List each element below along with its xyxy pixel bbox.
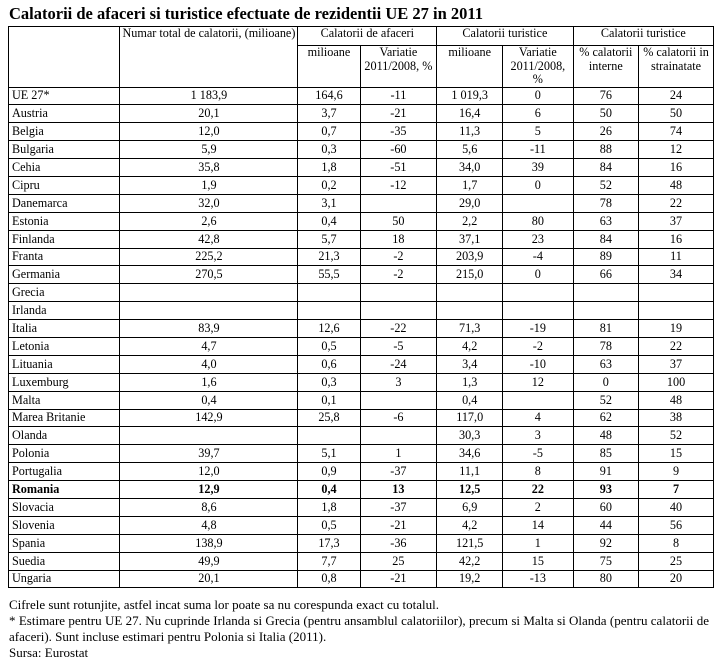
cell-abroad-pct: 50 <box>639 105 714 123</box>
cell-country: Belgia <box>9 123 120 141</box>
cell-abroad-pct: 9 <box>639 463 714 481</box>
cell-country: Malta <box>9 391 120 409</box>
cell-domestic-pct: 63 <box>573 212 638 230</box>
cell-business-variation: -37 <box>360 498 437 516</box>
cell-total: 138,9 <box>120 534 298 552</box>
cell-business-millions: 0,8 <box>298 570 360 588</box>
cell-total <box>120 284 298 302</box>
cell-business-millions: 55,5 <box>298 266 360 284</box>
cell-total: 12,0 <box>120 123 298 141</box>
cell-total: 142,9 <box>120 409 298 427</box>
header-variatie-tourist: Variatie 2011/2008, % <box>503 46 573 88</box>
cell-tourist-millions: 12,5 <box>437 481 503 499</box>
cell-tourist-millions <box>437 284 503 302</box>
cell-domestic-pct: 93 <box>573 481 638 499</box>
cell-tourist-variation: 12 <box>503 373 573 391</box>
header-variatie-business: Variatie 2011/2008, % <box>360 46 437 88</box>
cell-total: 4,8 <box>120 516 298 534</box>
cell-total: 32,0 <box>120 194 298 212</box>
cell-abroad-pct: 38 <box>639 409 714 427</box>
cell-abroad-pct: 12 <box>639 141 714 159</box>
cell-tourist-variation: 4 <box>503 409 573 427</box>
cell-country: Romania <box>9 481 120 499</box>
cell-abroad-pct: 22 <box>639 194 714 212</box>
cell-tourist-variation: 3 <box>503 427 573 445</box>
cell-total: 1,6 <box>120 373 298 391</box>
cell-tourist-variation: 5 <box>503 123 573 141</box>
cell-tourist-variation <box>503 284 573 302</box>
cell-abroad-pct: 8 <box>639 534 714 552</box>
cell-tourist-variation: -13 <box>503 570 573 588</box>
cell-country: UE 27* <box>9 87 120 105</box>
header-strainatate: % calatorii in strainatate <box>639 46 714 88</box>
cell-domestic-pct: 84 <box>573 230 638 248</box>
cell-tourist-variation <box>503 391 573 409</box>
cell-abroad-pct: 20 <box>639 570 714 588</box>
cell-tourist-variation: 2 <box>503 498 573 516</box>
cell-country: Estonia <box>9 212 120 230</box>
cell-business-millions: 164,6 <box>298 87 360 105</box>
cell-total <box>120 302 298 320</box>
table-row <box>9 355 714 373</box>
cell-abroad-pct: 11 <box>639 248 714 266</box>
cell-business-variation: -22 <box>360 320 437 338</box>
cell-domestic-pct: 89 <box>573 248 638 266</box>
cell-country: Grecia <box>9 284 120 302</box>
cell-domestic-pct: 63 <box>573 355 638 373</box>
header-row <box>9 27 714 46</box>
cell-total: 12,0 <box>120 463 298 481</box>
cell-abroad-pct: 25 <box>639 552 714 570</box>
cell-domestic-pct: 52 <box>573 176 638 194</box>
cell-tourist-millions: 4,2 <box>437 337 503 355</box>
cell-domestic-pct: 44 <box>573 516 638 534</box>
cell-country: Cipru <box>9 176 120 194</box>
cell-business-millions: 17,3 <box>298 534 360 552</box>
cell-country: Slovacia <box>9 498 120 516</box>
table-row <box>9 445 714 463</box>
cell-country: Polonia <box>9 445 120 463</box>
cell-business-variation: -51 <box>360 159 437 177</box>
cell-domestic-pct: 84 <box>573 159 638 177</box>
table-row <box>9 284 714 302</box>
cell-business-variation: 13 <box>360 481 437 499</box>
cell-tourist-variation: -19 <box>503 320 573 338</box>
cell-tourist-millions: 4,2 <box>437 516 503 534</box>
cell-tourist-millions: 42,2 <box>437 552 503 570</box>
cell-business-millions: 5,1 <box>298 445 360 463</box>
table-row <box>9 320 714 338</box>
note-estimate: * Estimare pentru UE 27. Nu cuprinde Irlanda si Grecia (pentru ansamblul calatoriilor), precum si Malta si Olanda (pentru calatorii de afaceri). Sunt incluse estimari pentru Polonia si Italia (2011). <box>9 613 709 644</box>
table-row <box>9 498 714 516</box>
cell-business-millions: 0,1 <box>298 391 360 409</box>
table-row <box>9 302 714 320</box>
cell-business-millions: 5,7 <box>298 230 360 248</box>
cell-abroad-pct: 74 <box>639 123 714 141</box>
cell-country: Luxemburg <box>9 373 120 391</box>
cell-tourist-variation: -4 <box>503 248 573 266</box>
cell-business-variation: -5 <box>360 337 437 355</box>
cell-tourist-millions: 34,6 <box>437 445 503 463</box>
cell-country: Italia <box>9 320 120 338</box>
table-row <box>9 141 714 159</box>
cell-tourist-variation: 1 <box>503 534 573 552</box>
cell-business-variation: 1 <box>360 445 437 463</box>
cell-business-variation <box>360 284 437 302</box>
cell-business-variation: 50 <box>360 212 437 230</box>
cell-country: Bulgaria <box>9 141 120 159</box>
cell-domestic-pct: 52 <box>573 391 638 409</box>
cell-total: 39,7 <box>120 445 298 463</box>
cell-domestic-pct: 78 <box>573 194 638 212</box>
note-rounding: Cifrele sunt rotunjite, astfel incat suma lor poate sa nu corespunda exact cu totalul. <box>9 597 439 612</box>
cell-domestic-pct: 81 <box>573 320 638 338</box>
cell-business-variation: -21 <box>360 570 437 588</box>
cell-total: 83,9 <box>120 320 298 338</box>
header-milioane-tourist: milioane <box>437 46 503 88</box>
table-row <box>9 194 714 212</box>
cell-tourist-variation: 14 <box>503 516 573 534</box>
table-row <box>9 552 714 570</box>
cell-business-variation: -21 <box>360 105 437 123</box>
cell-tourist-variation: 15 <box>503 552 573 570</box>
table-row <box>9 391 714 409</box>
cell-business-variation <box>360 302 437 320</box>
table-row <box>9 534 714 552</box>
cell-country: Danemarca <box>9 194 120 212</box>
cell-total: 2,6 <box>120 212 298 230</box>
table-row <box>9 427 714 445</box>
cell-abroad-pct: 40 <box>639 498 714 516</box>
table-row <box>9 409 714 427</box>
cell-tourist-variation: 0 <box>503 176 573 194</box>
cell-tourist-variation: 80 <box>503 212 573 230</box>
cell-total: 20,1 <box>120 105 298 123</box>
cell-tourist-variation: 0 <box>503 266 573 284</box>
cell-abroad-pct: 24 <box>639 87 714 105</box>
note-source: Sursa: Eurostat <box>9 645 89 660</box>
cell-total <box>120 427 298 445</box>
cell-country: Cehia <box>9 159 120 177</box>
cell-tourist-millions: 203,9 <box>437 248 503 266</box>
cell-country: Suedia <box>9 552 120 570</box>
table-row <box>9 176 714 194</box>
header-tourist-group-2: Calatorii turistice <box>573 27 713 46</box>
cell-total: 0,4 <box>120 391 298 409</box>
travel-table <box>8 26 714 588</box>
cell-total: 1 183,9 <box>120 87 298 105</box>
cell-tourist-millions: 19,2 <box>437 570 503 588</box>
cell-tourist-variation: 0 <box>503 87 573 105</box>
table-row <box>9 248 714 266</box>
table-row <box>9 230 714 248</box>
cell-domestic-pct: 92 <box>573 534 638 552</box>
cell-tourist-millions: 3,4 <box>437 355 503 373</box>
cell-business-millions: 0,3 <box>298 373 360 391</box>
cell-abroad-pct: 56 <box>639 516 714 534</box>
cell-business-millions: 0,6 <box>298 355 360 373</box>
cell-tourist-millions: 11,3 <box>437 123 503 141</box>
cell-business-millions: 0,5 <box>298 516 360 534</box>
cell-tourist-millions: 0,4 <box>437 391 503 409</box>
table-row <box>9 463 714 481</box>
cell-business-variation: -21 <box>360 516 437 534</box>
cell-tourist-variation <box>503 194 573 212</box>
cell-business-variation: 3 <box>360 373 437 391</box>
header-empty-cell <box>9 27 120 88</box>
cell-tourist-millions: 1,7 <box>437 176 503 194</box>
cell-business-millions: 0,2 <box>298 176 360 194</box>
cell-abroad-pct: 34 <box>639 266 714 284</box>
header-tourist-group-1: Calatorii turistice <box>437 27 573 46</box>
cell-domestic-pct <box>573 284 638 302</box>
cell-abroad-pct: 48 <box>639 176 714 194</box>
cell-total: 8,6 <box>120 498 298 516</box>
table-row <box>9 266 714 284</box>
cell-country: Finlanda <box>9 230 120 248</box>
header-total: Numar total de calatorii, (milioane) <box>120 27 298 88</box>
cell-domestic-pct: 0 <box>573 373 638 391</box>
cell-business-millions: 1,8 <box>298 498 360 516</box>
cell-country: Ungaria <box>9 570 120 588</box>
cell-business-variation: -6 <box>360 409 437 427</box>
cell-abroad-pct <box>639 302 714 320</box>
table-row <box>9 337 714 355</box>
cell-business-millions: 0,9 <box>298 463 360 481</box>
cell-abroad-pct: 37 <box>639 212 714 230</box>
table-row <box>9 159 714 177</box>
cell-country: Portugalia <box>9 463 120 481</box>
cell-tourist-millions: 121,5 <box>437 534 503 552</box>
cell-total: 270,5 <box>120 266 298 284</box>
cell-tourist-variation: 6 <box>503 105 573 123</box>
cell-business-millions: 25,8 <box>298 409 360 427</box>
cell-abroad-pct: 16 <box>639 159 714 177</box>
cell-domestic-pct: 50 <box>573 105 638 123</box>
table-row <box>9 481 714 499</box>
cell-country: Marea Britanie <box>9 409 120 427</box>
cell-business-variation <box>360 427 437 445</box>
cell-business-variation: -60 <box>360 141 437 159</box>
cell-business-millions: 0,5 <box>298 337 360 355</box>
cell-total: 4,0 <box>120 355 298 373</box>
table-row <box>9 212 714 230</box>
cell-tourist-millions: 6,9 <box>437 498 503 516</box>
cell-business-millions <box>298 284 360 302</box>
cell-tourist-variation: -2 <box>503 337 573 355</box>
cell-tourist-millions: 34,0 <box>437 159 503 177</box>
notes <box>9 597 709 661</box>
cell-abroad-pct <box>639 284 714 302</box>
cell-tourist-millions: 11,1 <box>437 463 503 481</box>
cell-domestic-pct: 80 <box>573 570 638 588</box>
cell-domestic-pct: 78 <box>573 337 638 355</box>
cell-business-millions: 0,3 <box>298 141 360 159</box>
cell-tourist-millions: 71,3 <box>437 320 503 338</box>
cell-business-variation: 18 <box>360 230 437 248</box>
cell-total: 1,9 <box>120 176 298 194</box>
cell-tourist-millions: 5,6 <box>437 141 503 159</box>
table-row <box>9 123 714 141</box>
cell-country: Letonia <box>9 337 120 355</box>
cell-tourist-millions: 1 019,3 <box>437 87 503 105</box>
cell-business-millions: 21,3 <box>298 248 360 266</box>
cell-domestic-pct: 48 <box>573 427 638 445</box>
cell-business-millions: 3,1 <box>298 194 360 212</box>
cell-total: 42,8 <box>120 230 298 248</box>
cell-business-variation: -11 <box>360 87 437 105</box>
cell-business-variation <box>360 194 437 212</box>
cell-abroad-pct: 16 <box>639 230 714 248</box>
cell-domestic-pct: 76 <box>573 87 638 105</box>
cell-business-millions: 0,4 <box>298 481 360 499</box>
cell-business-variation <box>360 391 437 409</box>
cell-tourist-millions: 16,4 <box>437 105 503 123</box>
cell-tourist-millions <box>437 302 503 320</box>
cell-tourist-variation: -10 <box>503 355 573 373</box>
cell-tourist-millions: 30,3 <box>437 427 503 445</box>
cell-country: Lituania <box>9 355 120 373</box>
cell-domestic-pct: 60 <box>573 498 638 516</box>
cell-domestic-pct: 75 <box>573 552 638 570</box>
table-row <box>9 516 714 534</box>
cell-business-millions <box>298 427 360 445</box>
cell-country: Spania <box>9 534 120 552</box>
table-row <box>9 570 714 588</box>
cell-tourist-millions: 215,0 <box>437 266 503 284</box>
cell-tourist-variation: -11 <box>503 141 573 159</box>
cell-tourist-variation: 39 <box>503 159 573 177</box>
cell-total: 225,2 <box>120 248 298 266</box>
header-business-group: Calatorii de afaceri <box>298 27 437 46</box>
cell-total: 49,9 <box>120 552 298 570</box>
table-title: Calatorii de afaceri si turistice efectuate de rezidentii UE 27 in 2011 <box>9 4 483 23</box>
cell-business-variation: 25 <box>360 552 437 570</box>
cell-business-millions: 0,4 <box>298 212 360 230</box>
cell-tourist-variation: 22 <box>503 481 573 499</box>
cell-tourist-variation: 23 <box>503 230 573 248</box>
cell-domestic-pct: 26 <box>573 123 638 141</box>
cell-abroad-pct: 19 <box>639 320 714 338</box>
cell-domestic-pct <box>573 302 638 320</box>
cell-business-millions: 12,6 <box>298 320 360 338</box>
cell-business-variation: -12 <box>360 176 437 194</box>
cell-domestic-pct: 66 <box>573 266 638 284</box>
cell-abroad-pct: 37 <box>639 355 714 373</box>
cell-business-variation: -2 <box>360 248 437 266</box>
cell-tourist-millions: 29,0 <box>437 194 503 212</box>
cell-business-variation: -36 <box>360 534 437 552</box>
cell-total: 4,7 <box>120 337 298 355</box>
cell-business-millions: 0,7 <box>298 123 360 141</box>
cell-total: 5,9 <box>120 141 298 159</box>
cell-tourist-millions: 1,3 <box>437 373 503 391</box>
cell-total: 12,9 <box>120 481 298 499</box>
cell-country: Austria <box>9 105 120 123</box>
cell-tourist-millions: 2,2 <box>437 212 503 230</box>
cell-business-millions <box>298 302 360 320</box>
cell-business-variation: -24 <box>360 355 437 373</box>
cell-domestic-pct: 85 <box>573 445 638 463</box>
cell-tourist-variation <box>503 302 573 320</box>
cell-country: Franta <box>9 248 120 266</box>
cell-total: 35,8 <box>120 159 298 177</box>
cell-tourist-variation: -5 <box>503 445 573 463</box>
cell-abroad-pct: 52 <box>639 427 714 445</box>
cell-abroad-pct: 7 <box>639 481 714 499</box>
header-milioane-business: milioane <box>298 46 360 88</box>
cell-domestic-pct: 88 <box>573 141 638 159</box>
cell-tourist-millions: 117,0 <box>437 409 503 427</box>
cell-country: Slovenia <box>9 516 120 534</box>
cell-business-millions: 3,7 <box>298 105 360 123</box>
cell-tourist-variation: 8 <box>503 463 573 481</box>
cell-country: Olanda <box>9 427 120 445</box>
cell-business-millions: 1,8 <box>298 159 360 177</box>
table-row <box>9 373 714 391</box>
cell-abroad-pct: 15 <box>639 445 714 463</box>
cell-abroad-pct: 100 <box>639 373 714 391</box>
cell-business-variation: -2 <box>360 266 437 284</box>
table-row <box>9 87 714 105</box>
cell-tourist-millions: 37,1 <box>437 230 503 248</box>
table-row <box>9 105 714 123</box>
cell-country: Germania <box>9 266 120 284</box>
cell-business-millions: 7,7 <box>298 552 360 570</box>
cell-business-variation: -37 <box>360 463 437 481</box>
cell-domestic-pct: 62 <box>573 409 638 427</box>
cell-abroad-pct: 48 <box>639 391 714 409</box>
cell-total: 20,1 <box>120 570 298 588</box>
header-interne: % calatorii interne <box>573 46 638 88</box>
cell-business-variation: -35 <box>360 123 437 141</box>
cell-domestic-pct: 91 <box>573 463 638 481</box>
cell-country: Irlanda <box>9 302 120 320</box>
cell-abroad-pct: 22 <box>639 337 714 355</box>
